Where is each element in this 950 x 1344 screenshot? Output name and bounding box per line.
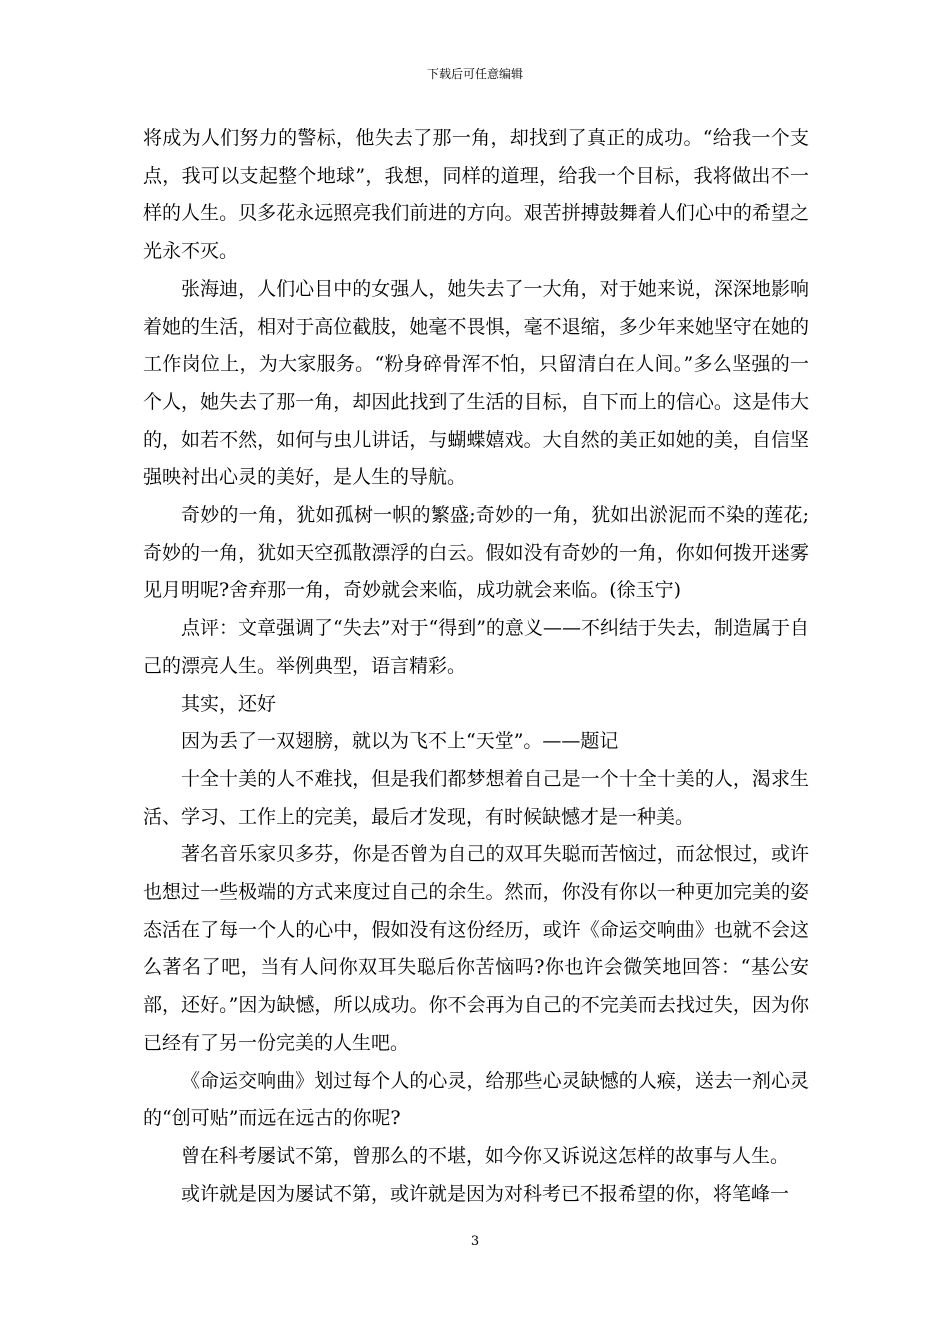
paragraph: 将成为人们努力的警标，他失去了那一角，却找到了真正的成功。“给我一个支点，我可以支起整个地球”，我想，同样的道理，给我一个目标，我将做出不一样的人生。贝多花永远照亮我们前进的方向。艰苦拼搏鼓舞着人们心中的希望之光永不灭。 [143,127,809,263]
paragraph: 点评：文章强调了“失去”对于“得到”的意义——不纠结于失去，制造属于自己的漂亮人生。举例典型，语言精彩。 [143,617,809,677]
paragraph: 奇妙的一角，犹如孤树一帜的繁盛;奇妙的一角，犹如出淤泥而不染的莲花;奇妙的一角，犹如天空孤散漂浮的白云。假如没有奇妙的一角，你如何拨开迷雾见月明呢?舍弃那一角，奇妙就会来临，成功就会来临。(徐玉宁) [143,504,809,602]
epigraph: 因为丢了一双翅膀，就以为飞不上“天堂”。——题记 [181,730,619,753]
page-header: 下载后可任意编辑 [426,67,523,81]
paragraph: 著名音乐家贝多芬，你是否曾为自己的双耳失聪而苦恼过，而忿恨过，或许也想过一些极端的方式来度过自己的余生。然而，你没有你以一种更加完美的姿态活在了每一个人的心中，假如没有这份经历，或许《命运交响曲》也就不会这么著名了吧，当有人问你双耳失聪后你苦恼吗?你也许会微笑地回答：“基公安部，还好。”因为缺憾，所以成功。你不会再为自己的不完美而去找过失，因为你已经有了另一份完美的人生吧。 [143,843,809,1054]
paragraph: 或许就是因为屡试不第，或许就是因为对科考已不报希望的你，将笔峰一 [181,1182,790,1205]
paragraph: 曾在科考屡试不第，曾那么的不堪，如今你又诉说这怎样的故事与人生。 [181,1144,790,1167]
section-title: 其实，还好 [181,692,277,715]
page-number: 3 [470,1234,480,1249]
paragraph: 十全十美的人不难找，但是我们都梦想着自己是一个十全十美的人，渴求生活、学习、工作上的完美，最后才发现，有时候缺憾才是一种美。 [143,767,809,828]
paragraph: 《命运交响曲》划过每个人的心灵，给那些心灵缺憾的人瘊，送去一剂心灵的“创可贴”而远在远古的你呢? [143,1069,809,1130]
paragraph: 张海迪，人们心目中的女强人，她失去了一大角，对于她来说，深深地影响着她的生活，相对于高位截肢，她毫不畏惧，毫不退缩，多少年来她坚守在她的工作岗位上，为大家服务。“粉身碎骨浑不怕，只留清白在人间。”多么坚强的一个人，她失去了那一角，却因此找到了生活的目标，自下而上的信心。这是伟大的，如若不然，如何与虫儿讲话，与蝴蝶嬉戏。大自然的美正如她的美，自信坚强映衬出心灵的美好，是人生的导航。 [143,277,809,489]
document-body [143,120,809,1213]
